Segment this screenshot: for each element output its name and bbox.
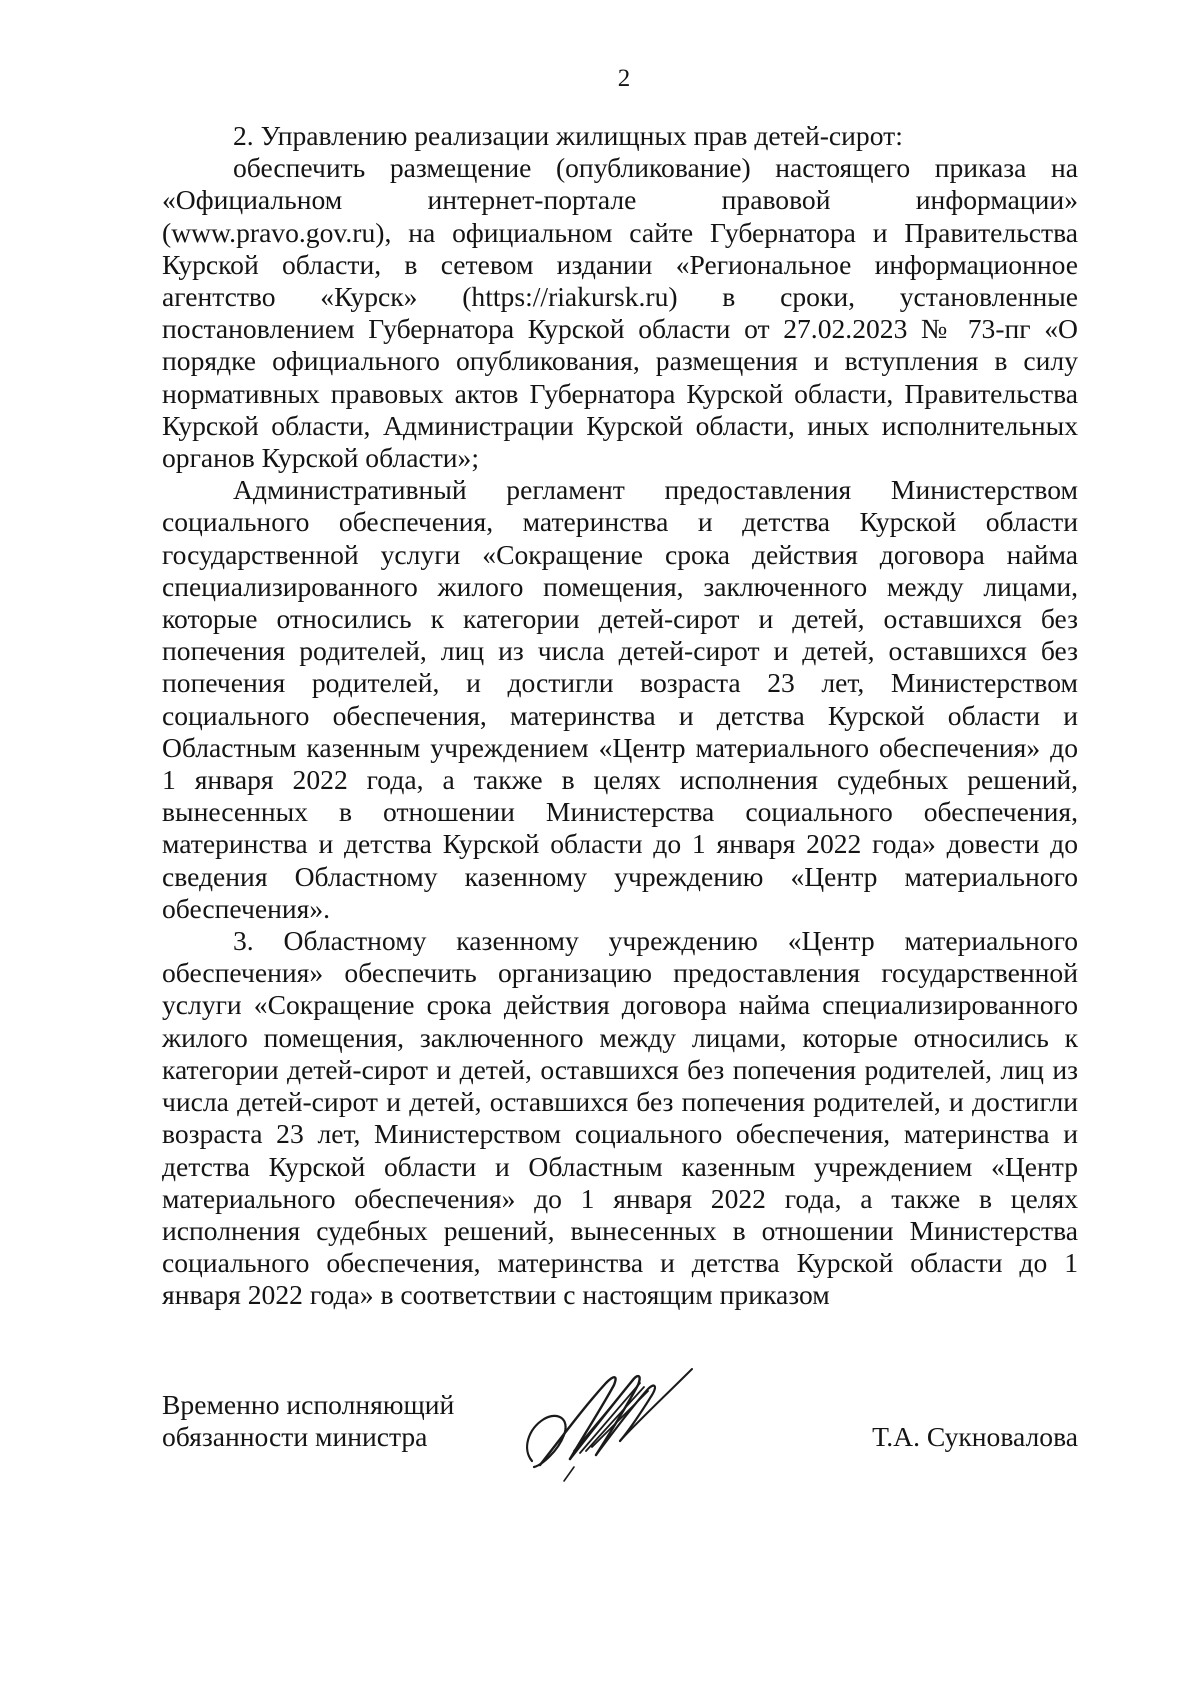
document-body: [162, 120, 1078, 1312]
signature-stroke-loop: [527, 1416, 565, 1467]
paragraph-item-2: 2. Управлению реализации жилищных прав детей-сирот:: [233, 120, 903, 151]
signer-position: [162, 1389, 482, 1453]
signature-stroke-dash: [564, 1467, 574, 1481]
signature-stroke-main-1: [540, 1377, 616, 1465]
signature-stroke-tail: [620, 1369, 692, 1441]
signature-stroke-main-3: [596, 1386, 655, 1455]
paragraph-regulation: Административный регламент предоставления Министерством социального обеспечения, материнства и детства Курской области государственной услуги «Сокращение срока действия договора найма специализированного жилого помещения, заключенного между лицами, которые относились к категории детей-сирот и детей, оставшихся без попечения родителей, лиц из числа детей-сирот и детей, оставшихся без попечения родителей, и достигли возраста 23 лет, Министерством социального обеспечения, материнства и детства Курской области и Областным казенным учреждением «Центр материального обеспечения» до 1 января 2022 года, а также в целях исполнения судебных решений, вынесенных в отношении Министерства социального обеспечения, материнства и детства Курской области до 1 января 2022 года» довести до сведения Областному казенному учреждению «Центр материального обеспечения».: [162, 474, 1078, 924]
handwritten-signature: [514, 1341, 699, 1496]
paragraph-item-3: 3. Областному казенному учреждению «Центр материального обеспечения» обеспечить организацию предоставления государственной услуги «Сокращение срока действия договора найма специализированного жилого помещения, заключенного между лицами, которые относились к категории детей-сирот и детей, оставшихся без попечения родителей, лиц из числа детей-сирот и детей, оставшихся без попечения родителей, и достигли возраста 23 лет, Министерством социального обеспечения, материнства и детства Курской области и Областным казенным учреждением «Центр материального обеспечения» до 1 января 2022 года, а также в целях исполнения судебных решений, вынесенных в отношении Министерства социального обеспечения, материнства и детства Курской области до 1 января 2022 года» в соответствии с настоящим приказом: [162, 925, 1078, 1311]
signature-stroke-main-2: [570, 1376, 640, 1459]
signer-position-line-2: обязанности министра: [162, 1421, 428, 1452]
page-number: 2: [617, 65, 631, 92]
paragraph-publication: обеспечить размещение (опубликование) настоящего приказа на «Официальном интернет-портале правовой информации» (www.pravo.gov.ru), на официальном сайте Губернатора и Правительства Курской области, в сетевом издании «Региональное информационное агентство «Курск» (https://riakursk.ru) в сроки, установленные постановлением Губернатора Курской области от 27.02.2023 № 73-пг «О порядке официального опубликования, размещения и вступления в силу нормативных правовых актов Губернатора Курской области, Правительства Курской области, Администрации Курской области, иных исполнительных органов Курской области»;: [162, 152, 1078, 474]
signer-name: Т.А. Сукновалова: [872, 1421, 1078, 1452]
signature-block: [162, 1389, 1078, 1509]
signer-position-line-1: Временно исполняющий: [162, 1389, 455, 1420]
